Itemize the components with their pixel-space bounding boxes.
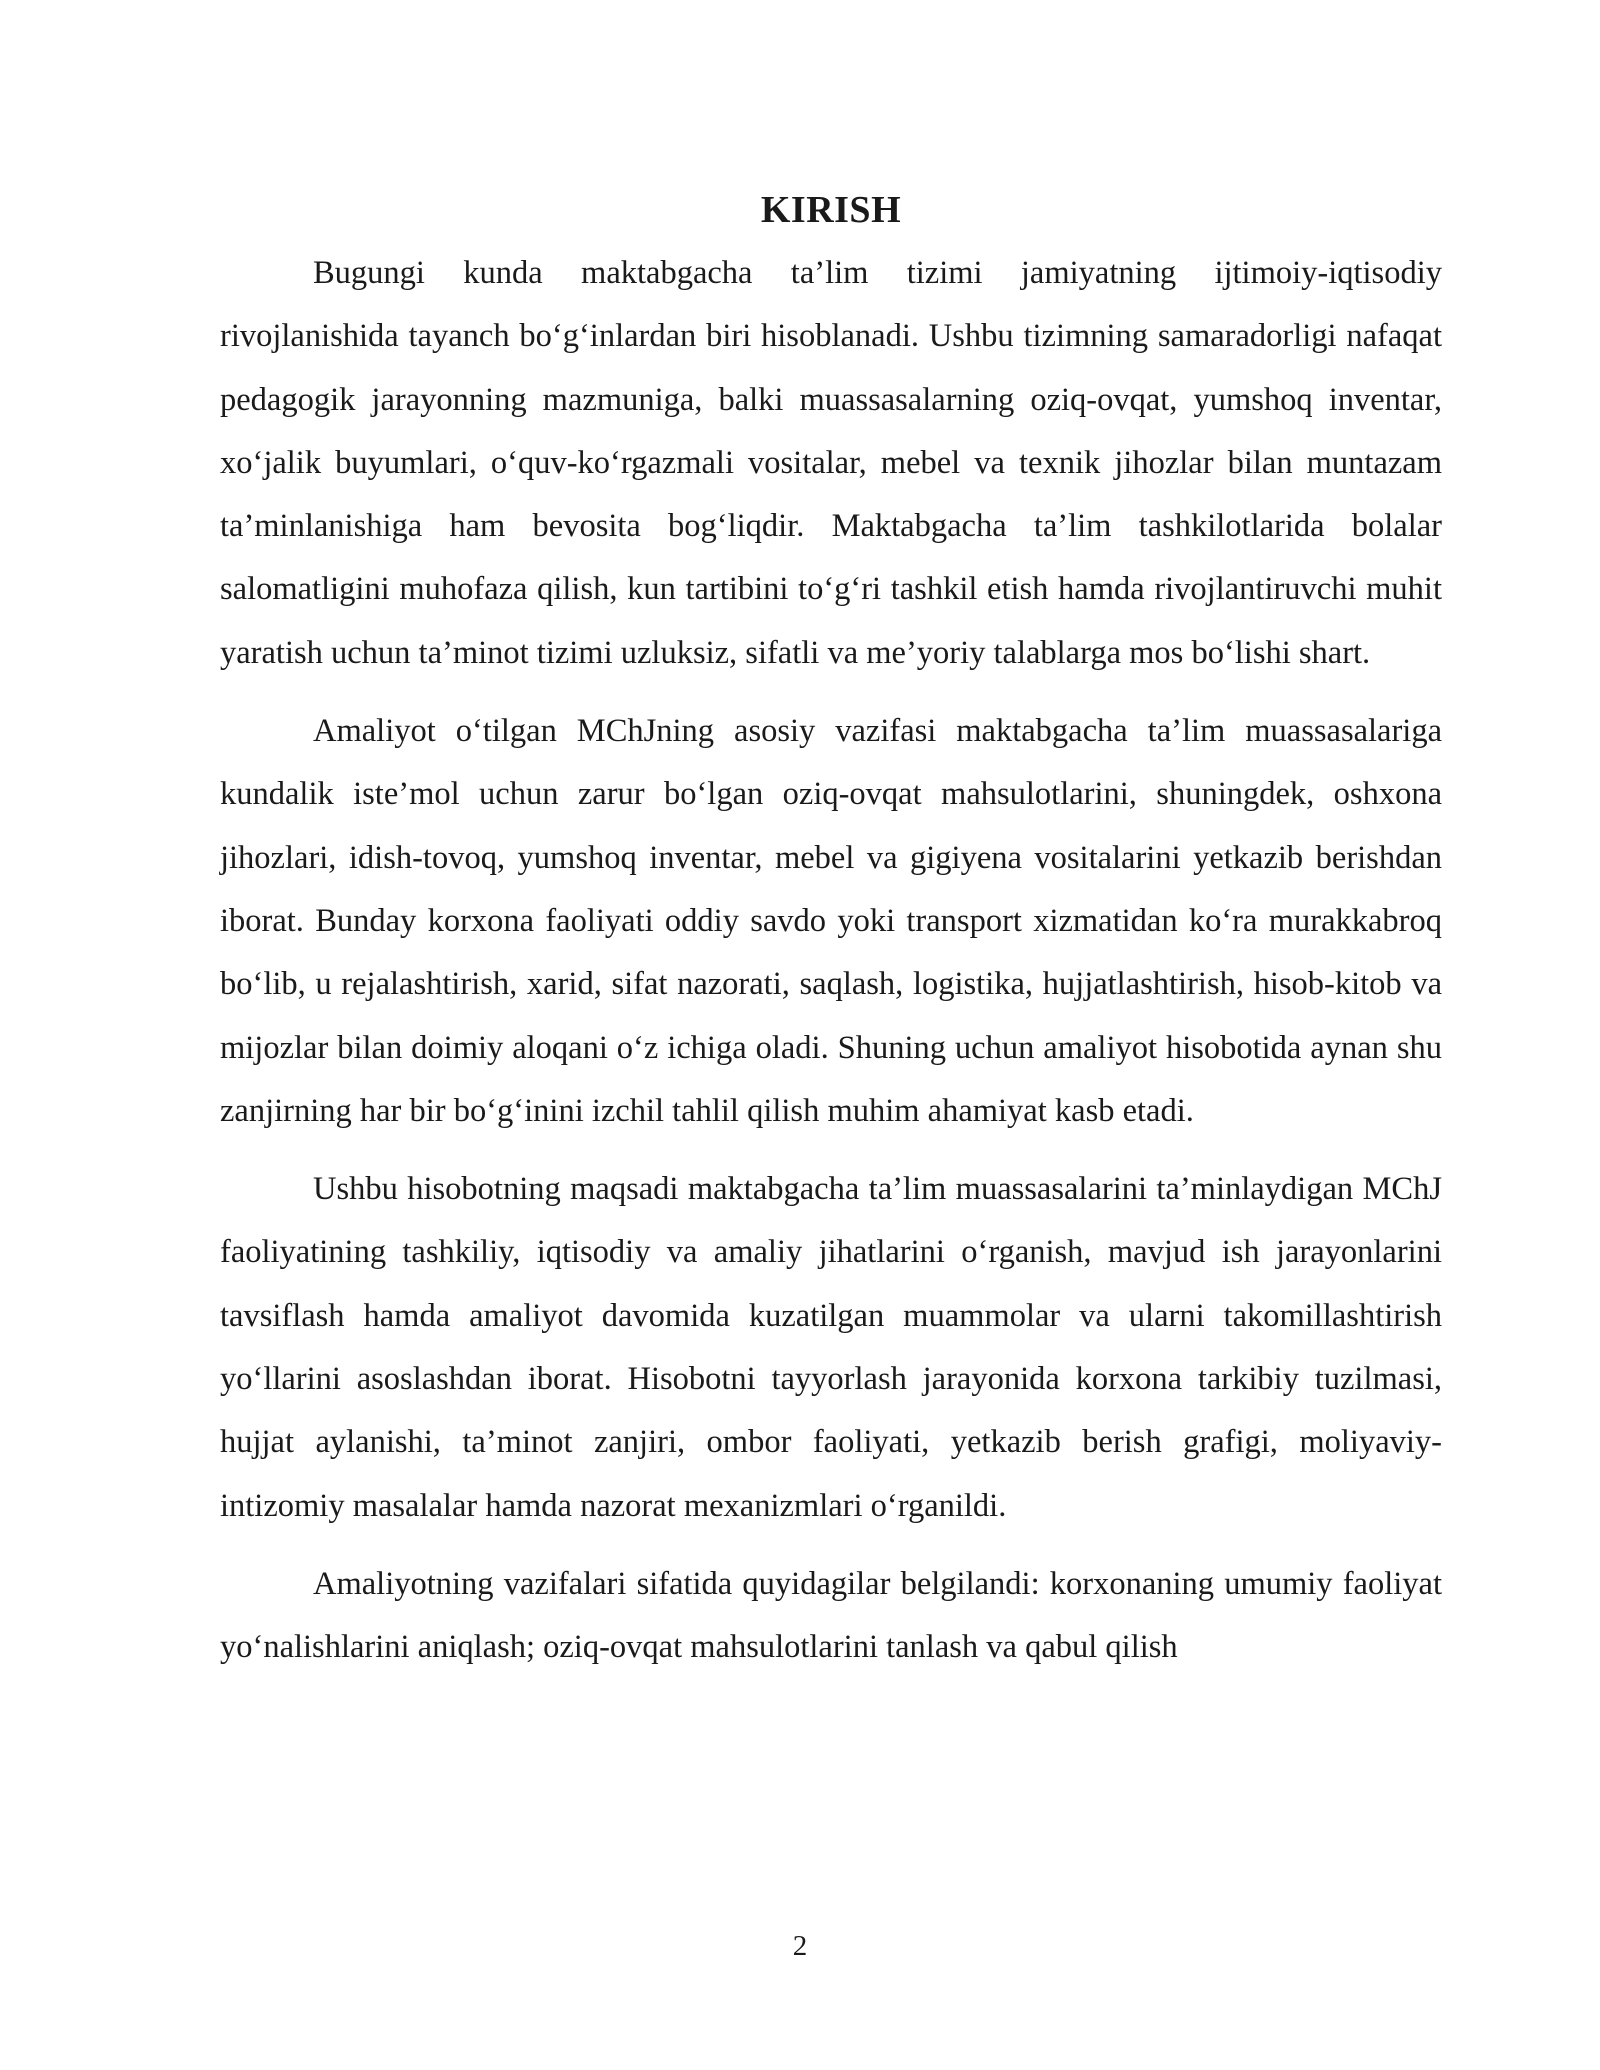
- paragraph-2: Amaliyot o‘tilgan MChJning asosiy vazifasi maktabgacha ta’lim muassasalariga kundalik iste’mol uchun zarur bo‘lgan oziq-ovqat mahsulotlarini, shuningdek, oshxona jihozlari, idish-tovoq, yumshoq inventar, mebel va gigiyena vositalarini yetkazib berishdan iborat. Bunday korxona faoliyati oddiy savdo yoki transport xizmatidan ko‘ra murakkabroq bo‘lib, u rejalashtirish, xarid, sifat nazorati, saqlash, logistika, hujjatlashtirish, hisob-kitob va mijozlar bilan doimiy aloqani o‘z ichiga oladi. Shuning uchun amaliyot hisobotida aynan shu zanjirning har bir bo‘g‘inini izchil tahlil qilish muhim ahamiyat kasb etadi.: [220, 713, 1442, 1129]
- page-number: 2: [792, 1930, 808, 1962]
- paragraph-1: Bugungi kunda maktabgacha ta’lim tizimi jamiyatning ijtimoiy-iqtisodiy rivojlanishida tayanch bo‘g‘inlardan biri hisoblanadi. Ushbu tizimning samaradorligi nafaqat pedagogik jarayonning mazmuniga, balki muassasalarning oziq-ovqat, yumshoq inventar, xo‘jalik buyumlari, o‘quv-ko‘rgazmali vositalar, mebel va texnik jihozlar bilan muntazam ta’minlanishiga ham bevosita bog‘liqdir. Maktabgacha ta’lim tashkilotlarida bolalar salomatligini muhofaza qilish, kun tartibini to‘g‘ri tashkil etish hamda rivojlantiruvchi muhit yaratish uchun ta’minot tizimi uzluksiz, sifatli va me’yoriy talablarga mos bo‘lishi shart.: [220, 255, 1442, 671]
- paragraph-3: Ushbu hisobotning maqsadi maktabgacha ta’lim muassasalarini ta’minlaydigan MChJ faoliyatining tashkiliy, iqtisodiy va amaliy jihatlarini o‘rganish, mavjud ish jarayonlarini tavsiflash hamda amaliyot davomida kuzatilgan muammolar va ularni takomillashtirish yo‘llarini asoslashdan iborat. Hisobotni tayyorlash jarayonida korxona tarkibiy tuzilmasi, hujjat aylanishi, ta’minot zanjiri, ombor faoliyati, yetkazib berish grafigi, moliyaviy-intizomiy masalalar hamda nazorat mexanizmlari o‘rganildi.: [220, 1171, 1442, 1524]
- document-page: [220, 186, 1442, 1695]
- paragraph-4: Amaliyotning vazifalari sifatida quyidagilar belgilandi: korxonaning umumiy faoliyat yo‘nalishlarini aniqlash; oziq-ovqat mahsulotlarini tanlash va qabul qilish: [220, 1565, 1442, 1666]
- page-title: KIRISH: [760, 189, 902, 231]
